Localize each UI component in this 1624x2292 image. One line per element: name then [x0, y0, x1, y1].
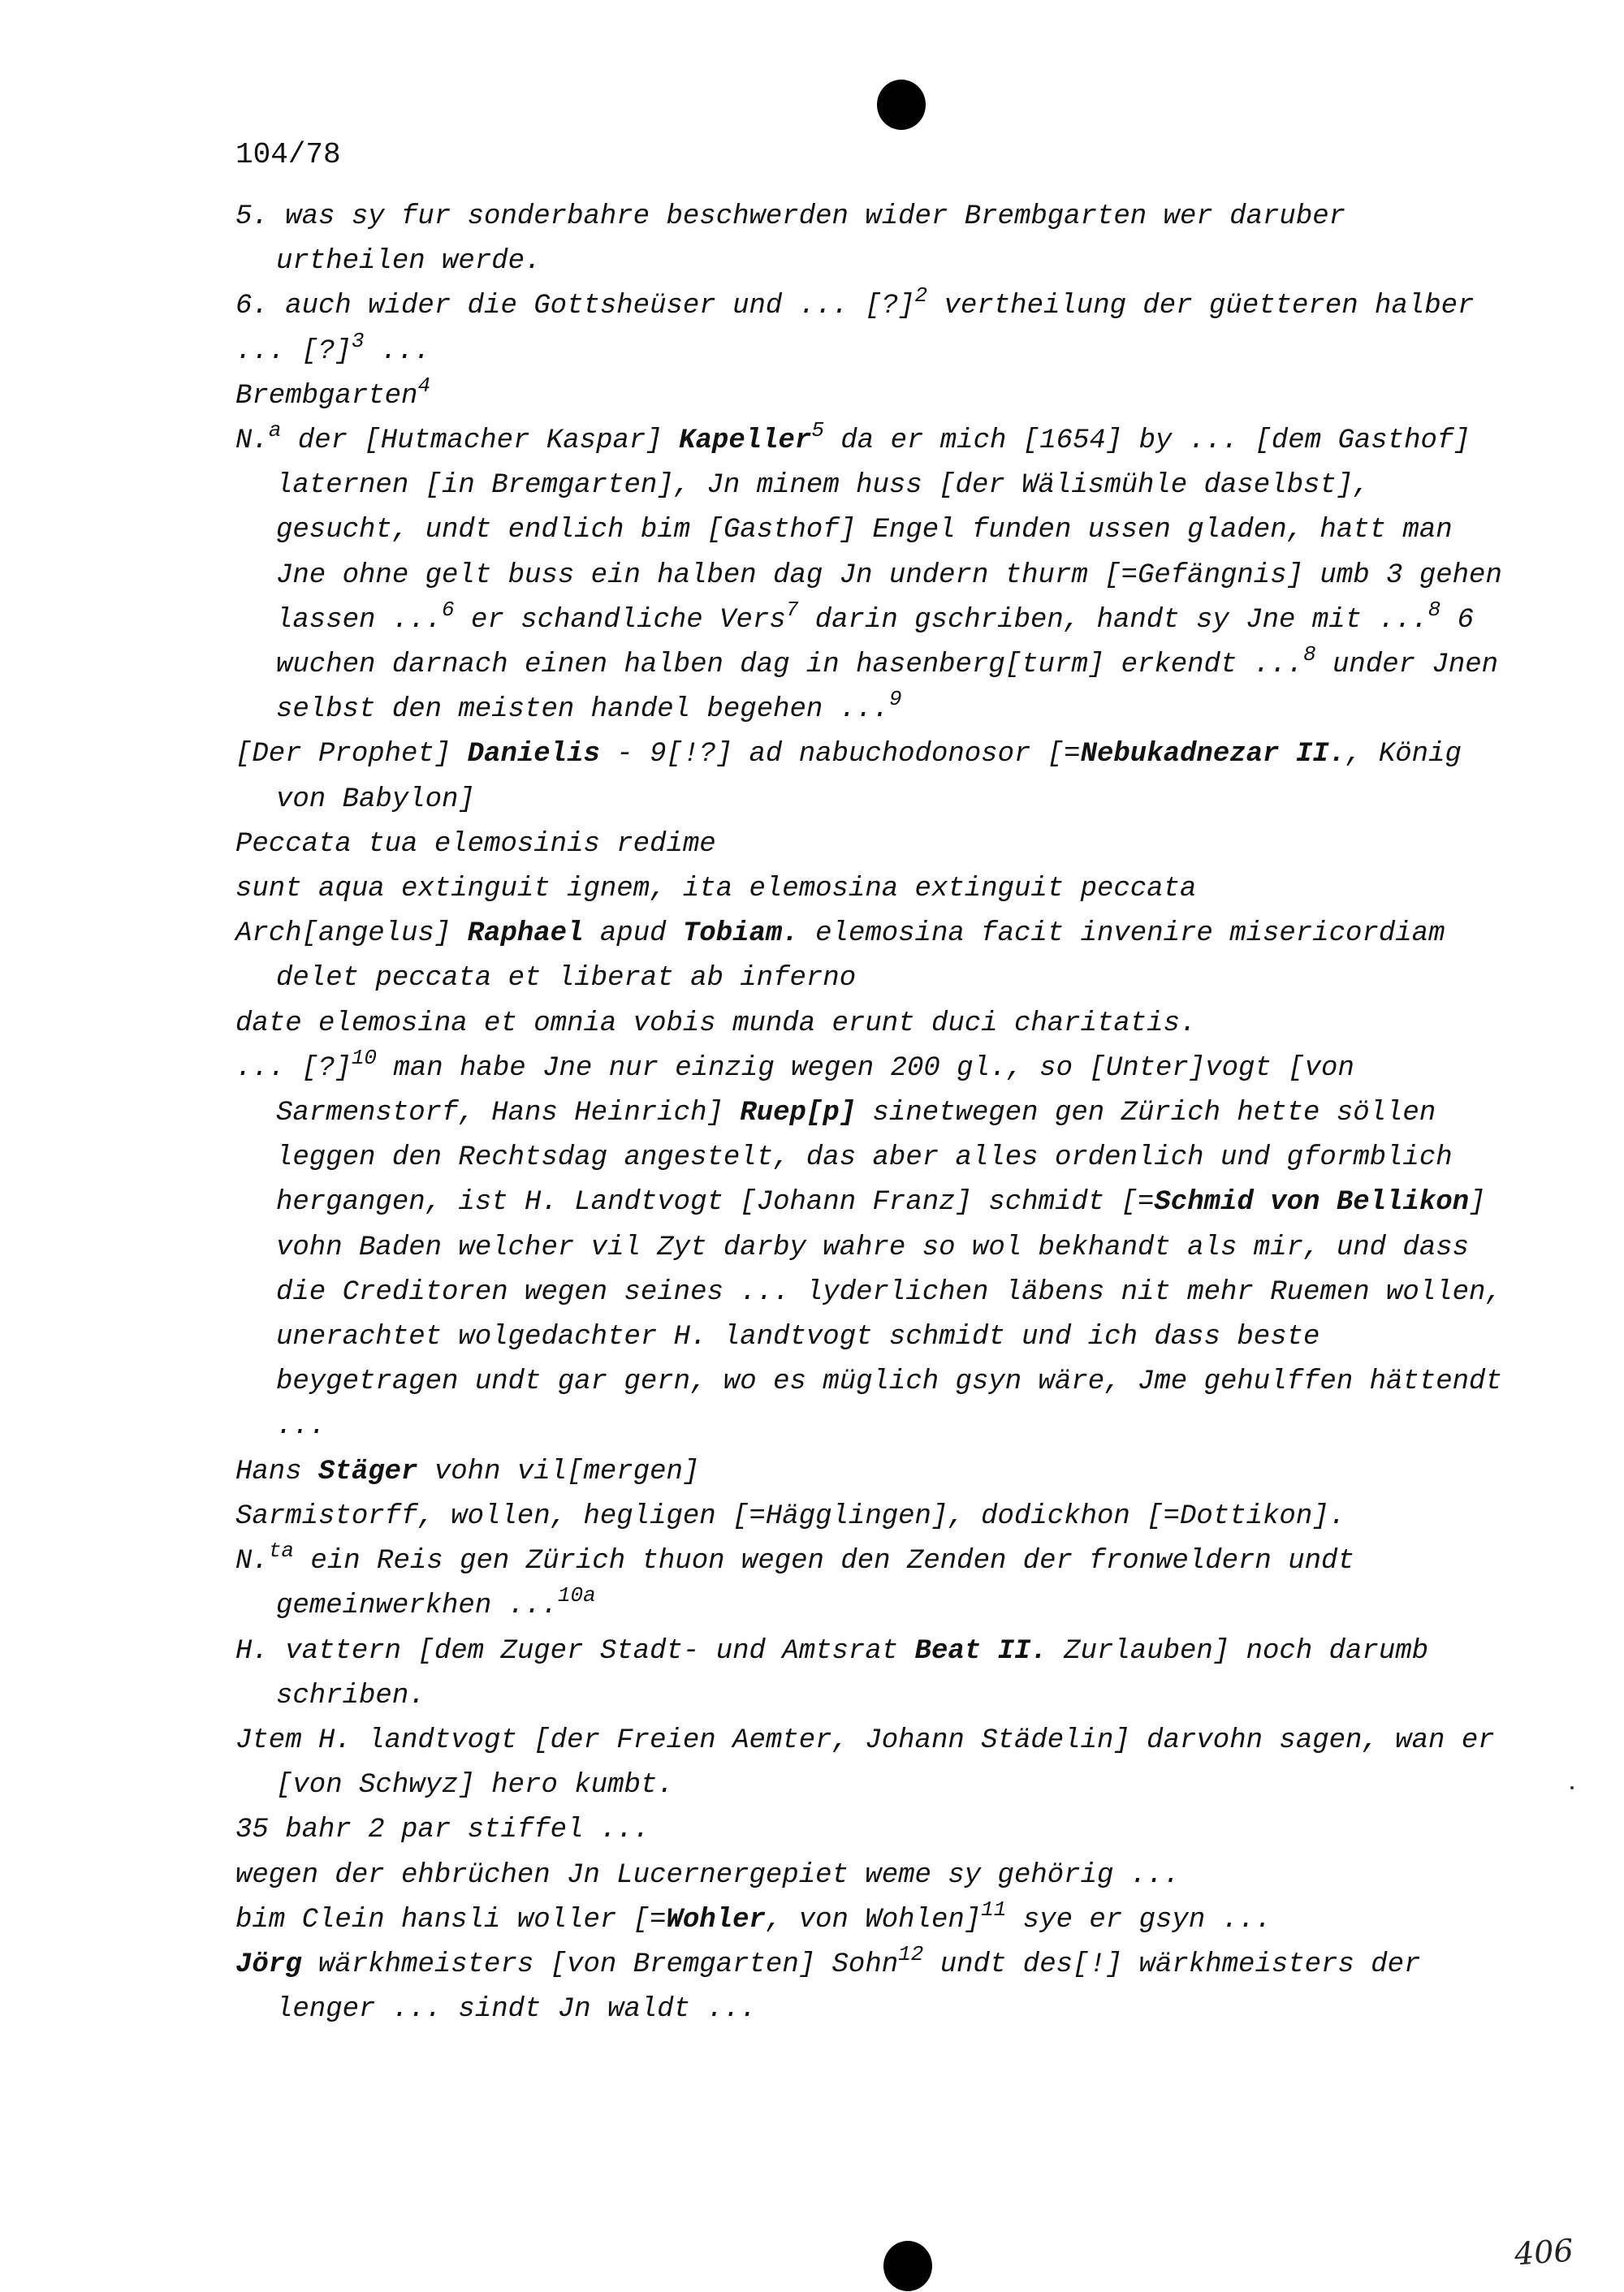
entry-text: - 9[!?] ad nabuchodonosor [= [599, 739, 1081, 770]
transcription-entry [235, 284, 1502, 329]
transcription-entry [235, 1808, 1502, 1853]
footnote-marker: 8 [1303, 642, 1316, 667]
folio-reference: 104/78 [235, 138, 341, 171]
bold-name: Schmid von Bellikon [1154, 1187, 1470, 1219]
transcription-entry [235, 419, 1502, 732]
entry-text: wärkhmeisters [von Bremgarten] Sohn [301, 1949, 899, 1980]
entry-text: 6 wuchen darnach einen halben dag in hasenberg[turm] erkendt ... [276, 604, 1475, 681]
entry-text: N. [235, 425, 269, 457]
bold-name: Kapeller [679, 425, 812, 457]
entry-text: undt des[!] wärkhmeisters der lenger ... sindt Jn waldt ... [276, 1949, 1421, 2026]
footnote-marker: ta [268, 1539, 295, 1564]
transcription-entry [235, 1629, 1502, 1719]
bold-name: Danielis [467, 739, 600, 770]
bold-name: Raphael [467, 918, 584, 950]
entry-text: da er mich [1654] by ... [dem Gasthof] laternen [in Bremgarten], Jn minem huss [der Wälismühle daselbst], gesucht, undt endlich bim [Gasthof] Engel funden ussen gladen, hatt man Jne ohne gelt buss ein halben dag Jn undern thurm [=Gefängnis] umb 3 gehen lassen ... [276, 425, 1502, 636]
entry-text: ... [364, 335, 431, 367]
transcription-entry [235, 374, 1502, 419]
transcription-entry [235, 822, 1502, 867]
footnote-marker: 10 [351, 1045, 378, 1070]
entry-text: vertheilung der güetteren halber [927, 291, 1475, 322]
entry-text: [Der Prophet] [235, 739, 468, 770]
entry-text: Hans [235, 1456, 319, 1487]
entry-text: ... [?] [235, 1052, 352, 1084]
entry-text: der [Hutmacher Kaspar] [281, 425, 680, 457]
transcription-entry [235, 1898, 1502, 1943]
entry-text: N. [235, 1546, 269, 1578]
entry-text: date elemosina et omnia vobis munda erunt duci charitatis. [235, 1008, 1197, 1039]
bold-name: Stäger [318, 1456, 418, 1487]
bold-name: Wohler [666, 1904, 766, 1936]
entry-text: ein Reis gen Zürich thuon wegen den Zenden der fronweldern undt gemeinwerkhen ... [276, 1546, 1354, 1622]
transcription-entry [235, 1719, 1502, 1808]
entry-text: Peccata tua elemosinis redime [235, 828, 716, 860]
footnote-marker: 5 [811, 418, 824, 443]
entry-text: Sarmistorff, wollen, hegligen [=Hägglingen], dodickhon [=Dottikon]. [235, 1500, 1346, 1532]
transcription-entry [235, 1047, 1502, 1450]
entry-text: Brembgarten [235, 380, 418, 412]
entry-text: vohn vil[mergen] [417, 1456, 700, 1487]
entry-text: H. vattern [dem Zuger Stadt- und Amtsrat [235, 1635, 915, 1667]
transcription-entry [235, 1495, 1502, 1539]
transcription-entry [235, 867, 1502, 912]
bold-name: Nebukadnezar II. [1080, 739, 1346, 770]
entry-text: Jtem H. landtvogt [der Freien Aemter, Johann Städelin] darvohn sagen, wan er [von Schwyz] hero kumbt. [235, 1724, 1495, 1802]
bold-name: Beat II. [914, 1635, 1047, 1667]
punch-hole-top [877, 80, 926, 130]
entry-text: sunt aqua extinguit ignem, ita elemosina extinguit peccata [235, 874, 1197, 905]
transcription-entry [235, 1002, 1502, 1047]
entry-text: apud [583, 918, 683, 950]
entry-text: wegen der ehbrüchen Jn Lucernergepiet weme sy gehörig ... [235, 1859, 1180, 1891]
transcription-entry [235, 1854, 1502, 1898]
bold-name: Tobiam. [682, 918, 799, 950]
transcription-entry [235, 1943, 1502, 2032]
footnote-marker: 11 [981, 1897, 1007, 1922]
entry-text: , König von Babylon] [276, 739, 1462, 815]
entry-text: er schandliche Vers [454, 604, 786, 636]
transcription-entry [235, 732, 1502, 822]
footnote-marker: 9 [888, 687, 902, 712]
footnote-marker: 8 [1427, 597, 1441, 622]
entry-text: bim Clein hansli woller [= [235, 1904, 667, 1936]
entry-text: darin gschriben, handt sy Jne mit ... [798, 604, 1428, 636]
footnote-marker: 10a [557, 1583, 596, 1608]
transcription-entry [235, 330, 1502, 374]
transcription-entry [235, 1539, 1502, 1629]
entry-text: sinetwegen gen Zürich hette söllen leggen den Rechtsdag angestelt, das aber alles ordenlich und gformblich hergangen, ist H. Landtvogt [Johann Franz] schmidt [= [276, 1098, 1453, 1219]
footnote-marker: 4 [417, 373, 431, 398]
entry-text: ... [?] [235, 335, 352, 367]
entry-text: man habe Jne nur einzig wegen 200 gl., so [Unter]vogt [von Sarmenstorf, Hans Heinrich] [276, 1052, 1354, 1129]
footnote-marker: 7 [785, 597, 799, 622]
entry-text: sye er gsyn ... [1006, 1904, 1272, 1936]
footnote-marker: 12 [898, 1941, 924, 1966]
transcription-entry [235, 1450, 1502, 1495]
entry-text: ] vohn Baden welcher vil Zyt darby wahre so wol bekhandt als mir, und dass die Creditoren wegen seines ... lyderlichen läbens nit mehr Ruemen wollen, unerachtet wolgedachter H. landtvogt schmidt und ich dass beste beygetragen undt gar gern, wo es müglich gsyn wäre, Jme gehulffen hättendt ... [276, 1187, 1502, 1443]
transcription-entry [235, 912, 1502, 1001]
entry-text: , von Wohlen] [765, 1904, 982, 1936]
bold-name: Jörg [235, 1949, 302, 1980]
entry-text: Zurlauben] noch darumb schriben. [276, 1635, 1429, 1711]
footnote-marker: 3 [351, 328, 365, 353]
punch-hole-bottom [883, 2241, 932, 2291]
footnote-marker: 6 [442, 597, 455, 622]
bold-name: Ruep[p] [740, 1098, 857, 1129]
entry-text: elemosina facit invenire misericordiam delet peccata et liberat ab inferno [276, 918, 1445, 995]
handwritten-page-number: 406 [1513, 2232, 1574, 2273]
footnote-marker: a [268, 418, 282, 443]
entry-text: 5. was sy fur sonderbahre beschwerden wider Brembgarten wer daruber urtheilen werde. [235, 201, 1346, 278]
transcription-body [235, 195, 1502, 2032]
entry-text: 6. auch wider die Gottsheüser und ... [?] [235, 291, 915, 322]
entry-text: under Jnen selbst den meisten handel begehen ... [276, 650, 1499, 726]
entry-text: Arch[angelus] [235, 918, 468, 950]
transcription-entry [235, 195, 1502, 284]
scan-speck [1570, 1786, 1574, 1789]
footnote-marker: 2 [914, 283, 928, 309]
entry-text: 35 bahr 2 par stiffel ... [235, 1815, 650, 1846]
